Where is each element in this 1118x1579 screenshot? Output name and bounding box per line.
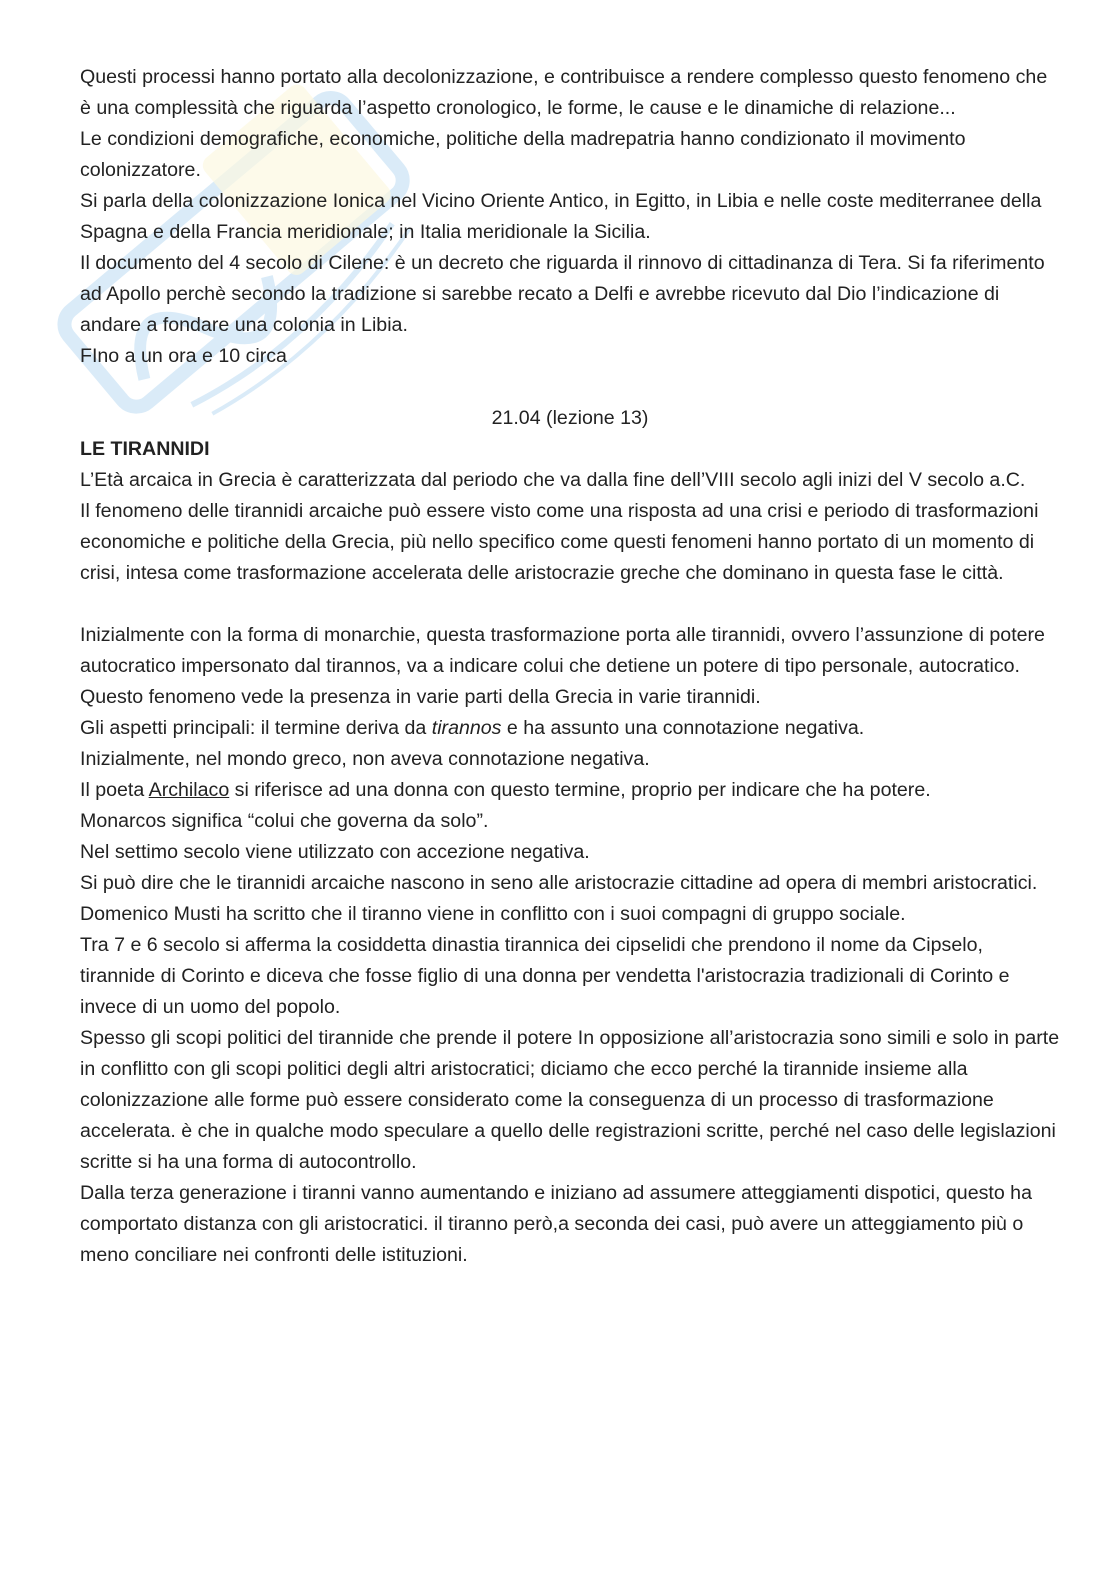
intro-paragraph: Questi processi hanno portato alla decolonizzazione, e contribuisce a rendere complesso questo fenomeno che è una complessità che riguarda l’aspetto cronologico, le forme, le cause e le dinamiche di relazione...	[80, 66, 1048, 119]
section-paragraph: Dalla terza generazione i tiranni vanno aumentando e iniziano ad assumere atteggiamenti dispotici, questo ha comportato distanza con gli aristocratici. il tiranno però,a seconda dei casi, può avere un atteggiamento più o meno conciliare nei confronti delle istituzioni.	[80, 1182, 1032, 1266]
section-paragraph: Inizialmente con la forma di monarchie, questa trasformazione porta alle tirannidi, ovvero l’assunzione di potere autocratico impersonato dal tirannos, va a indicare colui che detiene un potere di tipo personale, autocratico. Questo fenomeno vede la presenza in varie parti della Grecia in varie tirannidi.	[80, 624, 1045, 708]
section-paragraph: Si può dire che le tirannidi arcaiche nascono in seno alle aristocrazie cittadine ad opera di membri aristocratici.	[80, 872, 1038, 894]
section-paragraph: Spesso gli scopi politici del tirannide che prende il potere In opposizione all’aristocrazia sono simili e solo in parte in conflitto con gli scopi politici degli altri aristocratici; diciamo che ecco perché la tirannide insieme alla colonizzazione alle forme può essere considerato come la conseguenza di un processo di trasformazione accelerata. è che in qualche modo speculare a quello delle registrazioni scritte, perché nel caso delle legislazioni scritte si ha una forma di autocontrollo.	[80, 1027, 1060, 1173]
term-paragraph	[80, 713, 1060, 744]
section-paragraph: Il fenomeno delle tirannidi arcaiche può essere visto come una risposta ad una crisi e periodo di trasformazioni economiche e politiche della Grecia, più nello specifico come questi fenomeni hanno portato di un momento di crisi, intesa come trasformazione accelerata delle aristocrazie greche che dominano in questa fase le città.	[80, 500, 1039, 584]
lesson-date-heading: 21.04 (lezione 13)	[491, 407, 649, 429]
archilaco-link[interactable]: Archilaco	[148, 779, 230, 801]
term-text-before: Gli aspetti principali: il termine deriva da	[80, 717, 432, 739]
poet-paragraph	[80, 775, 1060, 806]
section-paragraph: Domenico Musti ha scritto che il tiranno viene in conflitto con i suoi compagni di gruppo sociale.	[80, 903, 906, 925]
poet-text-before: Il poeta	[80, 779, 149, 801]
section-paragraph: Monarcos significa “colui che governa da solo”.	[80, 810, 489, 832]
intro-paragraph: Le condizioni demografiche, economiche, politiche della madrepatria hanno condizionato il movimento colonizzatore.	[80, 128, 966, 181]
document-page	[80, 62, 1060, 1271]
paragraph-spacer	[80, 589, 1060, 620]
tirannidi-section	[80, 465, 1060, 1271]
section-paragraph: L’Età arcaica in Grecia è caratterizzata dal periodo che va dalla fine dell’VIII secolo agli inizi del V secolo a.C.	[80, 469, 1026, 491]
intro-paragraph: Si parla della colonizzazione Ionica nel Vicino Oriente Antico, in Egitto, in Libia e nelle coste mediterranee della Spagna e della Francia meridionale; in Italia meridionale la Sicilia.	[80, 190, 1042, 243]
intro-paragraph: Il documento del 4 secolo di Cilene: è un decreto che riguarda il rinnovo di cittadinanza di Tera. Si fa riferimento ad Apollo perchè secondo la tradizione si sarebbe recato a Delfi e avrebbe ricevuto dal Dio l’indicazione di andare a fondare una colonia in Libia.	[80, 252, 1045, 336]
poet-text-after: si riferisce ad una donna con questo termine, proprio per indicare che ha potere.	[229, 779, 931, 801]
intro-paragraph: FIno a un ora e 10 circa	[80, 345, 287, 367]
section-paragraph: Nel settimo secolo viene utilizzato con accezione negativa.	[80, 841, 590, 863]
intro-section	[80, 62, 1060, 372]
term-text-after: e ha assunto una connotazione negativa.	[501, 717, 865, 739]
section-paragraph: Inizialmente, nel mondo greco, non aveva connotazione negativa.	[80, 748, 650, 770]
section-paragraph: Tra 7 e 6 secolo si afferma la cosiddetta dinastia tirannica dei cipselidi che prendono il nome da Cipselo, tirannide di Corinto e diceva che fosse figlio di una donna per vendetta l'aristocrazia tradizionali di Corinto e invece di un uomo del popolo.	[80, 934, 1010, 1018]
term-italic: tirannos	[431, 717, 502, 739]
section-title: LE TIRANNIDI	[80, 438, 210, 460]
